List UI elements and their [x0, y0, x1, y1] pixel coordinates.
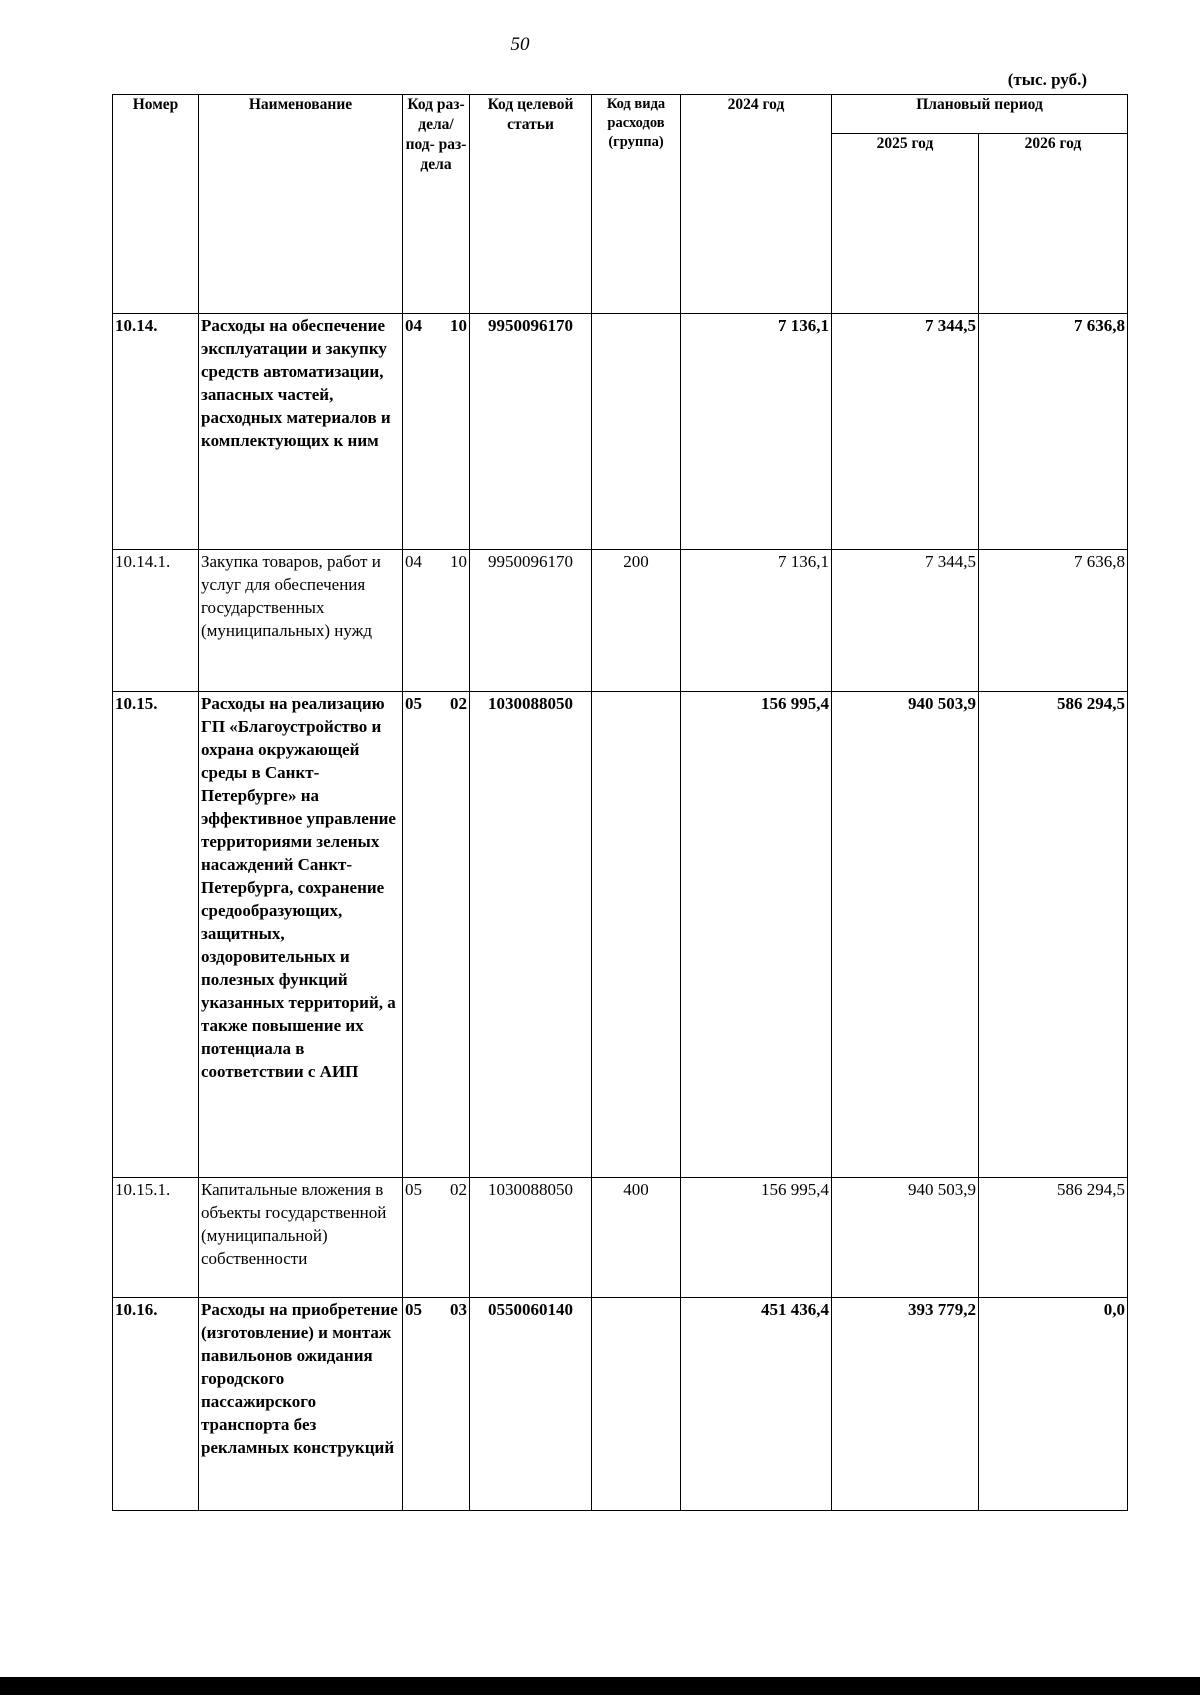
scan-border [0, 1677, 1200, 1695]
row-amount-2026: 586 294,5 [979, 692, 1128, 1178]
row-subsection: 02 [450, 694, 467, 713]
row-section: 05 [405, 1180, 422, 1199]
row-amount-2025: 7 344,5 [832, 314, 979, 550]
row-amount-2025: 940 503,9 [832, 1178, 979, 1298]
row-section: 04 [405, 552, 422, 571]
row-subsection: 02 [450, 1180, 467, 1199]
row-section: 05 [405, 694, 422, 713]
row-amount-2024: 451 436,4 [681, 1298, 832, 1511]
row-razdel [403, 1178, 470, 1298]
row-number: 10.15. [113, 692, 199, 1178]
row-name: Расходы на обеспечение эксплуатации и закупку средств автоматизации, запасных частей, расходных материалов и комплектующих к ним [199, 314, 403, 550]
row-razdel [403, 1298, 470, 1511]
header-target-code: Код целевой статьи [470, 95, 592, 314]
row-section: 05 [405, 1300, 422, 1319]
page-number: 50 [510, 34, 530, 55]
header-year-2026: 2026 год [979, 134, 1128, 314]
row-expense-type [592, 692, 681, 1178]
row-name: Расходы на реализацию ГП «Благоустройство и охрана окружающей среды в Санкт-Петербурге» на эффективное управление территориями зеленых насаждений Санкт-Петербурга, сохранение средообразующих, защитных, оздоровительных и полезных функций указанных территорий, а также повышение их потенциала в соответствии с АИП [199, 692, 403, 1178]
row-razdel [403, 314, 470, 550]
row-razdel [403, 550, 470, 692]
row-number: 10.14.1. [113, 550, 199, 692]
row-amount-2024: 7 136,1 [681, 314, 832, 550]
row-razdel [403, 692, 470, 1178]
row-expense-type: 400 [592, 1178, 681, 1298]
row-amount-2024: 156 995,4 [681, 1178, 832, 1298]
table-row [113, 314, 1128, 550]
row-target-code: 0550060140 [470, 1298, 592, 1511]
table-row [113, 1298, 1128, 1511]
row-name: Капитальные вложения в объекты государственной (муниципальной) собственности [199, 1178, 403, 1298]
row-subsection: 10 [450, 316, 467, 335]
row-number: 10.15.1. [113, 1178, 199, 1298]
row-name: Расходы на приобретение (изготовление) и монтаж павильонов ожидания городского пассажирского транспорта без рекламных конструкций [199, 1298, 403, 1511]
row-target-code: 9950096170 [470, 550, 592, 692]
row-amount-2025: 940 503,9 [832, 692, 979, 1178]
row-amount-2026: 0,0 [979, 1298, 1128, 1511]
row-amount-2024: 7 136,1 [681, 550, 832, 692]
row-target-code: 9950096170 [470, 314, 592, 550]
header-razdel: Код раз- дела/ под- раз- дела [403, 95, 470, 314]
row-target-code: 1030088050 [470, 692, 592, 1178]
budget-table [112, 94, 1128, 1511]
row-name: Закупка товаров, работ и услуг для обеспечения государственных (муниципальных) нужд [199, 550, 403, 692]
row-amount-2026: 586 294,5 [979, 1178, 1128, 1298]
row-amount-2025: 7 344,5 [832, 550, 979, 692]
row-expense-type [592, 314, 681, 550]
row-expense-type: 200 [592, 550, 681, 692]
header-name: Наименование [199, 95, 403, 314]
table-row [113, 692, 1128, 1178]
row-number: 10.16. [113, 1298, 199, 1511]
row-amount-2026: 7 636,8 [979, 314, 1128, 550]
row-amount-2025: 393 779,2 [832, 1298, 979, 1511]
header-row-top [113, 95, 1128, 134]
table-row [113, 1178, 1128, 1298]
table-row [113, 550, 1128, 692]
header-planned-period: Плановый период [832, 95, 1128, 134]
units-label: (тыс. руб.) [1007, 70, 1087, 89]
row-number: 10.14. [113, 314, 199, 550]
row-subsection: 10 [450, 552, 467, 571]
row-amount-2026: 7 636,8 [979, 550, 1128, 692]
row-section: 04 [405, 316, 422, 335]
header-number: Номер [113, 95, 199, 314]
row-subsection: 03 [450, 1300, 467, 1319]
header-year-2025: 2025 год [832, 134, 979, 314]
header-year-2024: 2024 год [681, 95, 832, 314]
header-expense-type: Код вида расходов (группа) [592, 95, 681, 314]
row-amount-2024: 156 995,4 [681, 692, 832, 1178]
row-expense-type [592, 1298, 681, 1511]
row-target-code: 1030088050 [470, 1178, 592, 1298]
